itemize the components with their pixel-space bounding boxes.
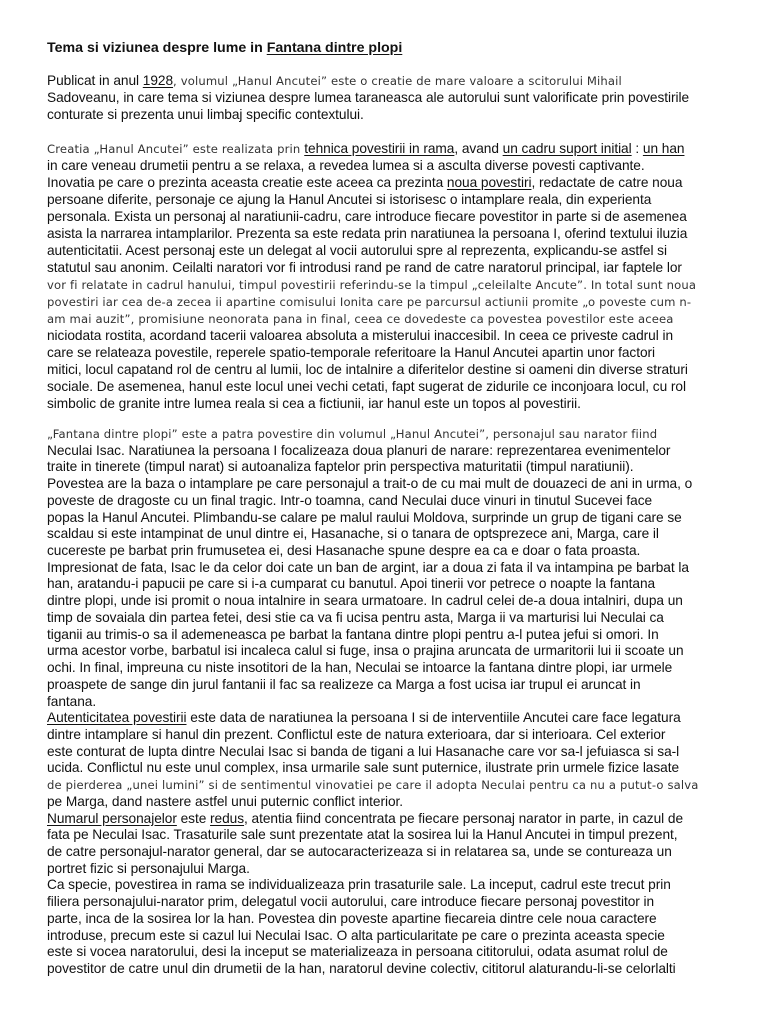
text-line [47, 526, 715, 543]
paragraph-1 [47, 72, 715, 123]
text-segment: timp de sovaiala din partea fetei, desi stie ca va fi ucisa pentru asta, Marga ii va marturisi lui Neculai ca [47, 609, 664, 625]
underlined-term: 1928 [142, 73, 174, 88]
text-segment: Inovatia pe care o prezinta aceasta creatie este aceea ca prezinta [47, 175, 447, 190]
text-line [47, 660, 715, 677]
text-segment: ucida. Conflictul nu este unul complex, insa urmarile sale sunt puternice, ilustrate prin urmele fizice lasate [47, 760, 680, 776]
text-segment: este si vocea naratorului, desi la inceput se materializeaza in persoana cititorului, odata asumat rolul de [47, 944, 668, 960]
text-segment: fata pe Neculai Isac. Trasaturile sale sunt prezentate atat la sosirea lui la Hanul Ancutei in timpul prezent, [47, 827, 678, 843]
text-line [47, 361, 715, 378]
text-line [47, 610, 715, 627]
text-line [47, 643, 715, 660]
text-line [47, 242, 715, 259]
text-segment: , avand [454, 141, 503, 156]
text-line [47, 961, 715, 978]
text-line [47, 459, 715, 476]
text-segment: persoane diferite, personaje ce ajung la Hanul Ancutei si istorisesc o intamplare reala, din experienta [47, 192, 652, 207]
text-segment: poveste de dragoste cu un final tragic. Intr-o toamna, cand Neculai duce vinuri in tinutul Sucevei face [47, 492, 653, 508]
text-line [47, 476, 715, 493]
text-line [47, 944, 715, 961]
text-line [47, 276, 715, 293]
text-segment: niciodata rostita, acordand tacerii valoarea absoluta a misterului inaccesibil. In ceea ce priveste cadrul in [47, 328, 674, 343]
text-line [47, 395, 715, 412]
underlined-term: noua povestiri [446, 175, 532, 190]
text-segment: popas la Hanul Ancutei. Plimbandu-se calare pe malul raului Moldova, surprinde un grup de tigani care se [47, 509, 682, 525]
text-segment: introduse, precum este si cazul lui Neculai Isac. O alta particularitate pe care o prezinta aceasta specie [47, 927, 665, 943]
text-line [47, 593, 715, 610]
text-segment: de pierderea „unei lumini” si de sentimentul vinovatiei pe care il adopta Neculai pentru ca nu a putut-o salva [47, 778, 699, 793]
text-segment: Ca specie, povestirea in rama se individualizeaza prin trasaturile sale. La inceput, cadrul este trecut prin [47, 877, 671, 893]
text-segment: asista la narrarea intamplarilor. Prezenta sa este redata prin naratiunea la persoana I, oferind textului iluzia [47, 226, 688, 241]
text-line [47, 327, 715, 344]
text-line [47, 560, 715, 577]
text-line [47, 106, 715, 123]
text-segment: este conturat de lupta dintre Neculai Isac si banda de tigani a lui Hasanache care vor sa-l jefuiasca si sa-l [47, 743, 680, 759]
text-line [47, 543, 715, 560]
text-segment: povestiri iar cea de-a zecea ii apartine comisului Ionita care pe parcursul actiunii promite „o poveste cum n- [47, 295, 692, 309]
text-line [47, 877, 715, 894]
text-segment: scaldau si este intampinat de unul dintre ei, Hasanache, si o tanara de optsprezece ani, Marga, care il [47, 526, 659, 542]
text-line [47, 694, 715, 711]
text-line [47, 174, 715, 191]
text-line [47, 677, 715, 694]
underlined-term: un han [642, 141, 685, 156]
text-line [47, 443, 715, 460]
text-segment: simbolic de granite intre lumea reala si cea a fictiunii, iar hanul este un topos al povestirii. [47, 396, 581, 411]
text-segment: conturate si prezenta unui limbaj specific contextului. [47, 107, 364, 122]
paragraph-2 [47, 140, 715, 412]
underlined-term: Numarul personajelor [47, 810, 177, 826]
text-line [47, 225, 715, 242]
underlined-term: Autenticitatea povestirii [47, 710, 187, 726]
text-segment: pe Marga, dand nastere astfel unui puternic conflict interior. [47, 793, 404, 809]
text-segment: Impresionat de fata, Isac le da celor doi cate un ban de argint, iar a doua zi fata il va intampina pe barbat la [47, 559, 689, 575]
text-segment: Creatia „Hanul Ancutei” este realizata prin [47, 142, 305, 156]
text-segment: , atentia fiind concentrata pe fiecare personaj narator in parte, in cazul de [244, 810, 684, 826]
text-segment: Sadoveanu, in care tema si viziunea despre lumea taraneasca ale autorului sunt valorificate prin povestirile [47, 90, 690, 105]
text-segment: , volumul „Hanul Ancutei” este o creatie de mare valoare a scitorului Mihail [173, 74, 622, 88]
text-segment: parte, inca de la sosirea lor la han. Povestea din poveste apartine fiecareia dintre cele noua caractere [47, 910, 657, 926]
text-segment: fantana. [47, 693, 97, 709]
text-segment: in care veneau drumetii pentru a se relaxa, a revedea lumea si a asculta diverse povesti captivante. [47, 158, 645, 173]
text-segment: sociale. De asemenea, hanul este locul unei vechi cetati, fapt sugerat de zidurile ce inconjoara locul, cu rol [47, 379, 686, 394]
text-line [47, 378, 715, 395]
text-line [47, 811, 715, 828]
text-line [47, 727, 715, 744]
text-segment: de catre personajul-narator general, dar se autocaracterizeaza si in relatarea sa, unde se contureaza un [47, 843, 672, 859]
text-segment: cucereste pe barbat prin frumusetea ei, desi Hasanache spune despre ea ca e doar o fata proasta. [47, 543, 641, 559]
text-segment: traite in tinerete (timpul narat) si autoanaliza faptelor prin perspectiva maturitatii (timpul naratiunii). [47, 459, 634, 475]
text-segment: povestitor de catre unul din drumetii de la han, naratorul devine colectiv, cititorul alaturandu-li-se celorlalti [47, 961, 676, 976]
text-segment: portret fizic si personajului Marga. [47, 860, 250, 876]
text-segment: statutul sau anonim. Ceilalti naratori vor fi introdusi rand pe rand de catre naratorul principal, iar faptele lor [47, 260, 682, 275]
text-segment: : [631, 141, 643, 156]
text-line [47, 293, 715, 310]
text-segment: Neculai Isac. Naratiunea la persoana I focalizeaza doua planuri de narare: reprezentarea evenimentelor [47, 442, 671, 458]
text-segment: proaspete de sange din jurul fantanii il fac sa realizeze ca Marga a fost ucisa iar trupul ei aruncat in [47, 676, 641, 692]
text-line [47, 510, 715, 527]
text-line [47, 208, 715, 225]
text-segment: care se relateaza povestile, reperele spatio-temporale referitoare la Hanul Ancutei apartin unor factori [47, 345, 656, 360]
text-line [47, 344, 715, 361]
text-line [47, 894, 715, 911]
underlined-term: tehnica povestirii in rama [304, 141, 455, 156]
text-line [47, 89, 715, 106]
text-line [47, 794, 715, 811]
text-segment: tiganii au trimis-o sa il ademeneasca pe barbat la fantana dintre plopi pentru a-l putea jefui si omori. In [47, 626, 659, 642]
text-line [47, 259, 715, 276]
text-segment: han, aratandu-i papucii pe care si i-a cumparat cu banutul. Apoi tinerii vor petrece o noapte la fantana [47, 576, 656, 592]
text-line [47, 310, 715, 327]
text-line [47, 928, 715, 945]
text-segment: mitici, locul capatand rol de centru al lumii, loc de intalnire a diferitelor destine si oameni din diverse straturi [47, 362, 688, 377]
text-segment: , redactate de catre noua [531, 175, 683, 190]
text-line [47, 777, 715, 794]
page-title [47, 40, 402, 57]
underlined-term: un cadru suport initial [502, 141, 632, 156]
text-segment: am mai auzit”, promisiune neonorata pana in final, ceea ce dovedeste ca povestea povestilor este aceea [47, 312, 674, 326]
text-line [47, 576, 715, 593]
text-segment: urma acestor vorbe, barbatul isi incaleca calul si fuge, insa o prajina aruncata de urmaritorii lui ii scoate un [47, 643, 684, 659]
text-line [47, 760, 715, 777]
text-line [47, 844, 715, 861]
text-line [47, 911, 715, 928]
text-segment: Publicat in anul [47, 73, 143, 88]
paragraph-3 [47, 426, 715, 978]
text-line [47, 627, 715, 644]
text-segment: vor fi relatate in cadrul hanului, timpul povestirii referindu-se la timpul „celeilalte Ancute”. In total sunt noua [47, 278, 697, 292]
text-segment: este data de naratiunea la persoana I si de interventiile Ancutei care face legatura [186, 710, 681, 726]
text-segment: dintre plopi, unde isi promit o noua intalnire in seara urmatoare. In cadrul celei de-a doua intalniri, dupa un [47, 593, 683, 609]
underlined-term: redus [210, 810, 245, 826]
text-segment: filiera personajului-narator prim, delegatul vocii autorului, care introduce fiecare personaj povestitor in [47, 894, 655, 910]
text-segment: dintre intamplare si hanul din prezent. Conflictul este de natura exterioara, dar si interioara. Cel exterior [47, 726, 666, 742]
text-line [47, 72, 715, 89]
text-segment: ochi. In final, impreuna cu niste insotitori de la han, Neculai se intoarce la fantana dintre plopi, iar urmele [47, 660, 673, 676]
text-segment: autenticitatii. Acest personaj este un delegat al vocii autorului spre al reprezenta, explicandu-se astfel si [47, 243, 667, 258]
text-line [47, 426, 715, 443]
text-line [47, 744, 715, 761]
title-underlined: Fantana dintre plopi [266, 40, 403, 56]
title-text: Tema si viziunea despre lume in [47, 40, 267, 56]
text-line [47, 191, 715, 208]
text-segment: Povestea are la baza o intamplare pe care personajul a trait-o de cu mai mult de douazeci de ani in urma, o [47, 476, 693, 492]
text-line [47, 493, 715, 510]
text-line [47, 157, 715, 174]
text-segment: este [176, 810, 211, 826]
text-line [47, 710, 715, 727]
text-line [47, 861, 715, 878]
text-line [47, 140, 715, 157]
text-line [47, 827, 715, 844]
text-segment: „Fantana dintre plopi” este a patra povestire din volumul „Hanul Ancutei”, personajul sau narator fiind [47, 427, 658, 441]
text-segment: personala. Exista un personaj al naratiunii-cadru, care introduce fiecare povestitor in parte si de asemenea [47, 209, 687, 224]
